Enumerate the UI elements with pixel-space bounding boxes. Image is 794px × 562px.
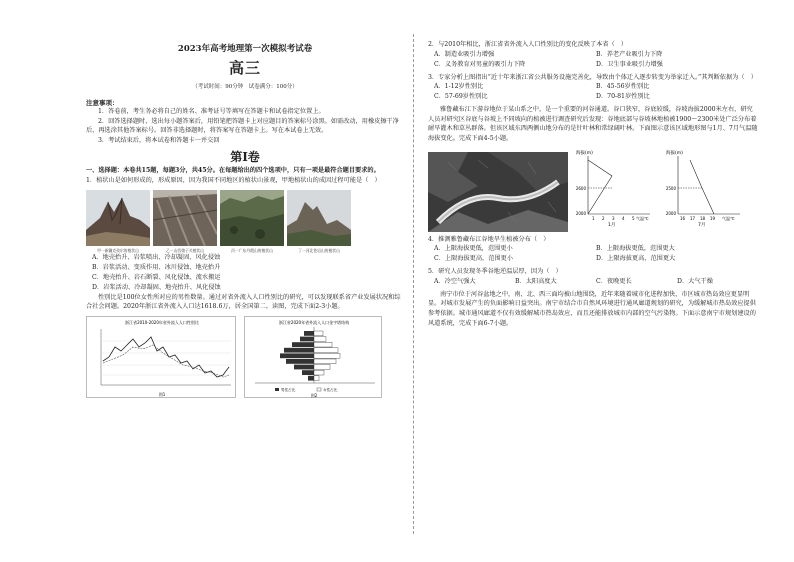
option-c[interactable]: C．上限海拔更高，范围更小 [434,255,513,263]
figures-2-3 [86,316,404,398]
left-column [86,36,404,398]
jan-y-tick: 2600 [575,185,586,191]
jan-temp-unit: 气温℃ [636,215,649,221]
photo-bing [220,190,284,246]
notes-heading: 注意事项： [86,99,119,107]
section-instruction: 一、选择题：本卷共15题，每题3分，共45分。在每题给出的四个选项中，只有一项是最符合题目要求的。 [86,167,380,175]
fig1-label: 图1 [158,391,166,397]
legend-female: 女性占比 [323,387,338,392]
jul-y-tick: 2000 [665,210,676,216]
option-c[interactable]: C．57-69岁性别比 [434,93,488,101]
option-d[interactable]: D．70-81岁性别比 [596,93,650,101]
photo-caption: 丙一广东丹霞山的植状山 [231,247,273,253]
pyramid-bar-female [314,370,324,375]
temp-chart-january [572,148,658,232]
option-b[interactable]: B．岩浆活动、变质作用、冰川侵蚀、地壳抬升 [92,263,221,271]
passage-6-7: 南宁市位于河谷盆地之中，南、北、西三面均被山地围绕，近年来随着城市化进程加快，市区城市热岛效应更显明显。对城市发展产生的负面影响日益突出。南宁市结合市自然风环境进行通风廊道规划的研究，为缓解城市热岛效应提供参考依据。城市通风廊道不仅有效缓解城市热岛效应，而且还能排放城市内部的空气污染物。下面示意南宁市规划建设的风道系统，完成下面6-7小题。 [428,290,756,327]
photo-jia [86,190,150,246]
jul-x-tick: 18 [700,215,706,221]
pyramid-bar-male [308,376,314,381]
option-d[interactable]: D．上限海拔更高，范围更大 [596,255,676,263]
fig2-title: 浙江省2020年省外流入人口金字塔结构 [278,319,350,325]
pyramid-bar-male [294,364,314,369]
pyramid-bar-male [286,359,314,364]
option-b[interactable]: B．上限海拔更低，范围更大 [596,245,675,253]
figures-4-5 [428,148,758,232]
q4-stem: 4．推测雅鲁藏布江谷地旱生植被分布（ ） [428,235,550,243]
temp-chart-july [662,148,748,232]
fig1-title: 浙江省2010-2020年省外流入人口性别比 [125,319,199,325]
jan-y-tick: 2000 [575,210,586,216]
option-a[interactable]: A．上限海拔更低，范围更小 [434,245,513,253]
terrain-map [428,152,568,232]
jul-axis-label: 海拔(m) [666,150,683,156]
pyramid-bar-female [314,376,319,381]
note-1: 1．答卷前，考生务必将自己的姓名、准考证号等填写在答题卡和试卷指定位置上。 [98,108,325,115]
section-title: 第Ⅰ卷 [230,150,260,165]
q4-options [428,244,758,264]
jan-x-tick: 4 [622,215,625,221]
passage-4-5: 雅鲁藏布江下游谷地位于某山系之中，是一个重要的河谷通道。谷口狭窄，谷底较缓，谷坡海拔2000米左右，研究人员对研究区谷底与谷坡上不同坡向的植被进行调查研究后发现：谷地底部与谷坡林地植被1900～2300米处广泛分布着耐旱灌木和草丛群落。但该区域东西两侧山地分布的是针叶林和常绿阔叶林。下面图示意该区域地形图与1月、7月气温随海拔变化。完成下面4-5小题。 [428,106,758,142]
photo-caption: 甲一新疆克孜尔的植状山 [97,247,139,253]
q1-stem: 1．植状山是如何形成的，形成原因，因为我国不同地区的植状山景观，甲地植状山的成因过程可能是（ ） [86,176,381,184]
pyramid-bar-female [314,336,326,341]
q3-options [428,82,758,102]
option-a[interactable]: A．地壳抬升、岩浆喷出、冷却凝固、风化侵蚀 [92,253,221,261]
photo-ding [287,190,351,246]
pyramid-bar-female [314,359,336,364]
right-column [428,36,758,328]
pyramid-bar-female [314,348,338,353]
pyramid-bar-male [292,342,314,347]
legend-male: 男性占比 [281,387,296,392]
q2-options [428,50,758,70]
grade-title: 高三 [228,59,261,77]
option-b[interactable]: B．45-56岁性别比 [596,83,650,91]
pyramid-bar-male [304,331,314,336]
pyramid-bar-female [314,331,323,336]
pyramid-bar-female [314,342,332,347]
pyramid-bar-male [302,370,314,375]
photo-caption: 丁一河北苍岩山的植状山 [298,247,340,253]
exam-title: 2023年高考地理第一次模拟考试卷 [177,44,313,54]
q2-stem: 2．与2010年相比，浙江省省外流入人口性别比的变化反映了本省（ ） [428,41,628,48]
jul-label: 7月 [698,222,706,228]
note-2: 2．回答选择题时，选出每小题答案后，用铅笔把答题卡上对应题目的答案标号涂黑。如需改动，用橡皮擦干净后，再选涂其他答案标号。回答非选择题时，将答案写在答题卡上。写在本试卷上无效。 [86,117,399,135]
note-3: 3．考试结束后，将本试卷和答题卡一并交回 [98,136,220,144]
jan-x-tick: 3 [612,215,615,221]
pyramid-bar-female [314,353,340,358]
jul-temp-unit: 气温℃ [722,215,735,221]
option-b[interactable]: B．太阳高度大 [515,277,557,285]
pyramid-bar-male [284,348,314,353]
jan-x-tick: 2 [602,215,605,221]
jan-label: 1月 [608,222,616,228]
q5-options [428,277,758,287]
column-divider [413,34,414,534]
jan-axis-label: 海拔(m) [576,150,593,156]
jul-y-tick: 2500 [665,185,676,191]
option-c[interactable]: C．地壳抬升、岩石断裂、风化侵蚀、流水搬运 [92,273,221,281]
option-a[interactable]: A．制造业吸引力增强 [434,50,495,58]
jul-x-tick: 16 [680,215,686,221]
pyramid-bar-male [300,336,314,341]
photo-caption: 乙一山西娘子关植状山 [166,247,204,253]
figure-1 [86,316,236,398]
photo-yi [153,190,217,246]
q1-photos [86,190,404,246]
pyramid-bar-female [314,364,330,369]
jan-x-tick: 1 [592,215,595,221]
time-line: （考试时间：90分钟 试卷满分：100分） [192,84,298,90]
option-d[interactable]: D．岩浆活动、冷却凝固、地壳抬升、风化侵蚀 [92,283,221,291]
option-a[interactable]: A．1-12岁性别比 [434,83,484,91]
q1-options [86,253,404,293]
jul-x-tick: 19 [710,215,716,221]
jan-x-tick: 5 [632,215,635,221]
pyramid-bar-male [280,353,314,358]
q3-stem: 3．专家分析上图指出“近十年来浙江省公共服务设施完善化，导致由个体迁入逐步转变为举家迁入。”其判断依据为（ ） [428,73,757,81]
option-c[interactable]: C．夜晚更长 [596,277,632,285]
option-a[interactable]: A．冷空气强大 [434,277,476,285]
figure-2 [244,316,382,398]
q5-stem: 5．研究人员发现冬季谷地逆温层厚，因为（ ） [428,268,562,276]
passage-2-3: 性别比是100位女性所对应的男性数量。通过对省外流入人口性别比的研究，可以发现联系省产业发展状况和综合社会问题。2020年浙江省外流入人口达1618.6万，居全国第二。读图，完成下面2-3小题。 [86,293,401,311]
option-c[interactable]: C．义务教育对男童的吸引力下降 [434,60,526,68]
fig2-label: 图2 [310,392,318,398]
option-d[interactable]: D．卫生事业吸引力增强 [596,60,663,68]
jul-x-tick: 17 [690,215,696,221]
option-d[interactable]: D．大气干燥 [677,277,713,285]
option-b[interactable]: B．养老产业吸引力下降 [596,50,663,58]
